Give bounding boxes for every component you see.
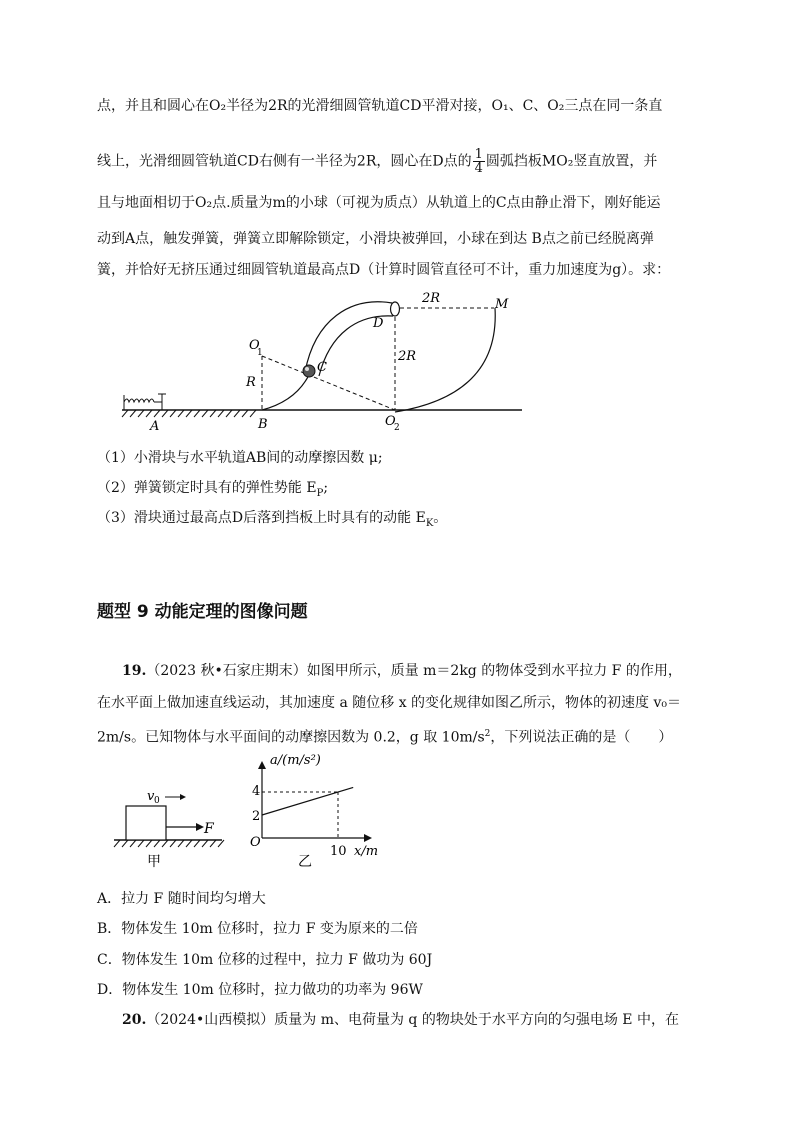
label-c: C xyxy=(317,360,327,375)
label-2r-top: 2R xyxy=(422,291,441,306)
option-c: C．物体发生 10m 位移的过程中，拉力 F 做功为 60J xyxy=(97,952,433,968)
label-o2-sub: 2 xyxy=(394,423,400,433)
velocity-arrow-icon xyxy=(180,794,186,800)
chart-y-axis-arrow-icon xyxy=(258,761,266,769)
p20-number: 20. xyxy=(122,1012,147,1028)
tube-opening-d xyxy=(391,302,400,316)
ball xyxy=(303,365,315,377)
chart-x-axis-arrow-icon xyxy=(364,834,372,842)
p19-line-3: 2m/s。已知物体与水平面间的动摩擦因数为 0.2，g 取 $10m/s^2$，下列说法正确的是（ ） xyxy=(97,729,673,746)
p18-line-3: 且与地面相切于O₂点.质量为m的小球（可视为质点）从轨道上的C点由静止滑下，刚好能运 xyxy=(97,195,661,211)
p18-question-1: （1）小滑块与水平轨道AB间的动摩擦因数 μ; xyxy=(97,450,383,466)
chart-caption: 乙 xyxy=(298,854,312,870)
option-d: D．物体发生 10m 位移时，拉力做功的功率为 96W xyxy=(97,982,423,998)
p18-question-2: （2）弹簧锁定时具有的弹性势能 $E_P$; xyxy=(97,480,329,499)
jia-caption: 甲 xyxy=(147,854,161,870)
section-heading: 题型 9 动能定理的图像问题 xyxy=(97,602,308,622)
p18-line-2 xyxy=(97,148,707,175)
p19-line-2: 在水平面上做加速直线运动，其加速度 a 随位移 x 的变化规律如图乙所示，物体的初速度 v₀＝ xyxy=(97,695,682,711)
option-a: A．拉力 F 随时间均匀增大 xyxy=(97,891,266,907)
jia-ground-hatching xyxy=(114,840,224,847)
p20-line-1: 20.（2024•山西模拟）质量为 m、电荷量为 q 的物块处于水平方向的匀强电场 E 中，在 xyxy=(122,1012,679,1028)
label-o1-sub: 1 xyxy=(257,348,263,358)
one-quarter-fraction: $\frac{1}{4}$ xyxy=(474,147,483,176)
label-r: R xyxy=(246,375,256,390)
label-b: B xyxy=(258,417,268,432)
label-o2: O xyxy=(385,414,396,429)
chart-tick-4: 4 xyxy=(252,784,261,799)
chart-xlabel: x/m xyxy=(354,844,379,859)
jia-f-label: F xyxy=(204,821,214,837)
chart-series-line xyxy=(262,787,353,815)
block xyxy=(126,806,166,840)
tube-inner xyxy=(319,316,393,376)
jia-v0-label: v xyxy=(147,789,155,804)
label-a: A xyxy=(150,419,160,434)
tube-outer xyxy=(305,302,392,372)
track-b-to-c xyxy=(262,368,312,410)
p19-line-1: 19.（2023 秋•石家庄期末）如图甲所示，质量 m＝2kg 的物体受到水平拉力 F 的作用， xyxy=(122,663,682,679)
p18-line-1: 点，并且和圆心在O₂半径为2R的光滑细圆管轨道CD平滑对接，O₁、C、O₂三点在同一条直 xyxy=(97,98,663,114)
chart-origin: O xyxy=(250,835,261,850)
label-d: D xyxy=(373,316,384,331)
construction-lines xyxy=(262,308,494,410)
p19-number: 19. xyxy=(122,663,147,679)
label-o1: O xyxy=(249,338,260,353)
arc-baffle xyxy=(395,308,495,412)
spring xyxy=(124,394,166,410)
chart-ylabel: a/(m/s²) xyxy=(270,753,321,768)
jia-v0-sub: 0 xyxy=(154,796,160,806)
force-arrow-icon xyxy=(196,823,204,831)
p18-line-2a: 线上，光滑细圆管轨道CD右侧有一半径为2R，圆心在D点的 xyxy=(97,153,472,170)
label-m: M xyxy=(495,297,509,312)
option-b: B．物体发生 10m 位移时，拉力 F 变为原来的二倍 xyxy=(97,921,418,937)
p18-line-5: 簧，并恰好无挤压通过细圆管轨道最高点D（计算时圆管直径可不计，重力加速度为g）。求： xyxy=(97,262,671,278)
chart-tick-2: 2 xyxy=(252,809,261,824)
p18-line-2b: 圆弧挡板MO₂竖直放置，并 xyxy=(485,153,658,170)
ground-hatching xyxy=(122,410,256,417)
p18-question-3: （3）滑块通过最高点D后落到挡板上时具有的动能 $E_K$。 xyxy=(97,510,448,529)
chart-tick-10: 10 xyxy=(330,844,347,859)
p18-line-4: 动到A点，触发弹簧，弹簧立即解除锁定，小滑块被弹回，小球在到达 B点之前已经脱离弹 xyxy=(97,231,654,247)
label-2r-vertical: 2R xyxy=(398,349,417,364)
